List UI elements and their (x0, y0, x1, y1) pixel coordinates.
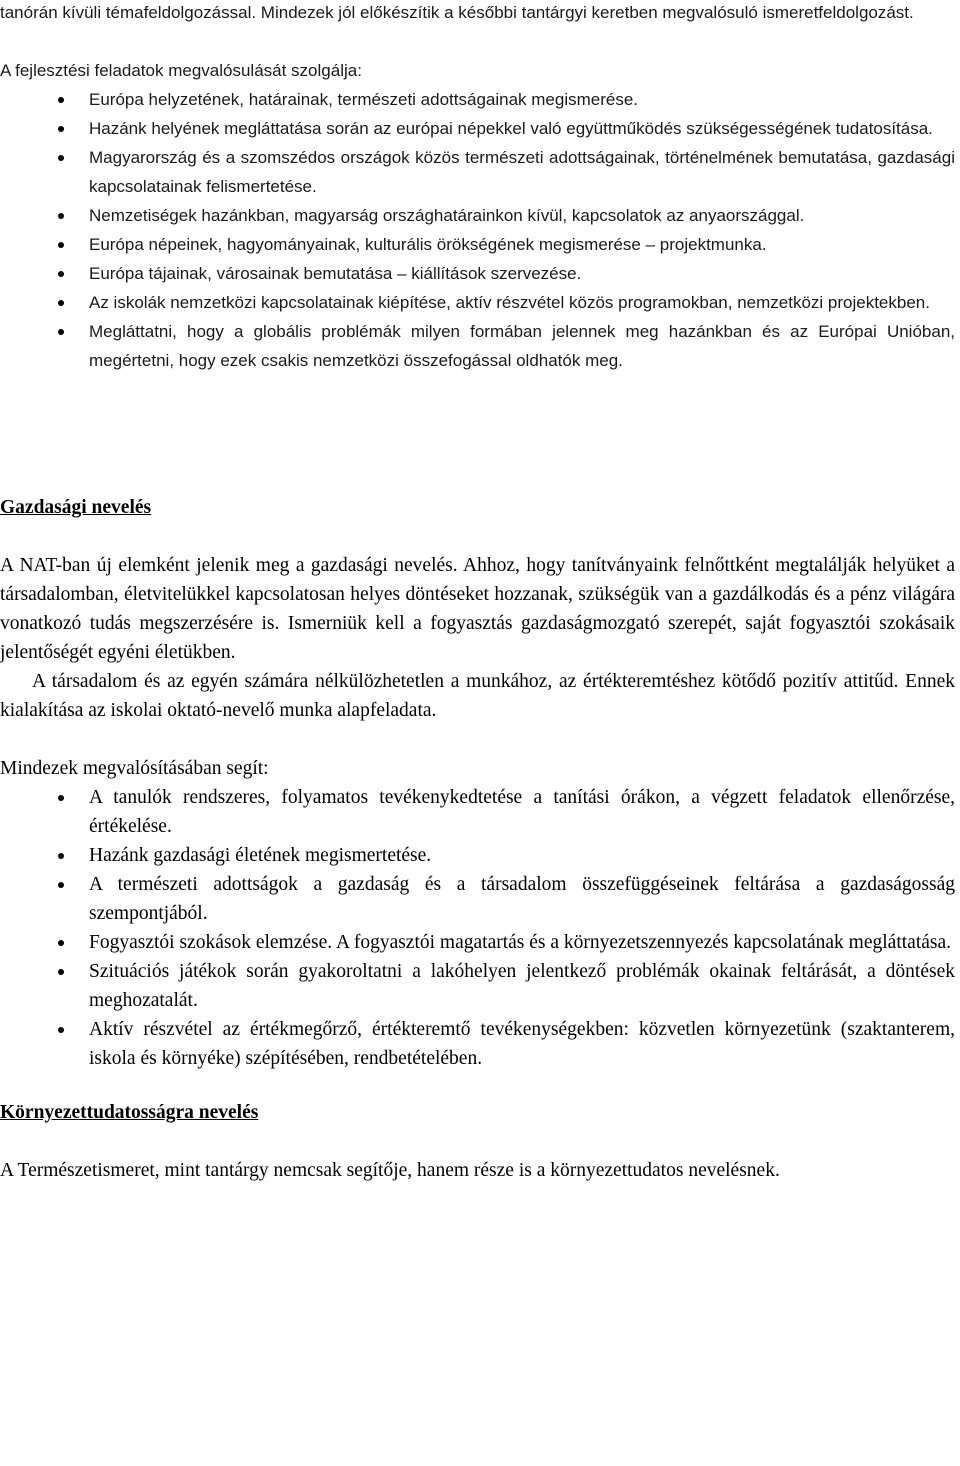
economic-lead: Mindezek megvalósításában segít: (0, 758, 269, 779)
economic-heading: Gazdasági nevelés (0, 497, 152, 518)
list-item: Magyarország és a szomszédos országok közös természeti adottságainak, történelmének bemutatása, gazdasági kapcsolatainak felismertetése. (0, 143, 955, 201)
list-item: A természeti adottságok a gazdaság és a társadalom összefüggéseinek feltárása a gazdaságosság szempontjából. (0, 870, 955, 928)
list-item: Európa népeinek, hagyományainak, kulturális örökségének megismerése – projektmunka. (0, 230, 955, 259)
list-item: Az iskolák nemzetközi kapcsolatainak kiépítése, aktív részvétel közös programokban, nemzetközi projektekben. (0, 288, 955, 317)
list-item: Aktív részvétel az értékmegőrző, értékteremtő tevékenységekben: közvetlen környezetünk (szaktanterem, iskola és környéke) szépítésében, rendbetételében. (0, 1015, 955, 1073)
list-item: Hazánk helyének megláttatása során az európai népekkel való együttműködés szükségességének tudatosítása. (0, 114, 955, 143)
economic-paragraph-1: A NAT-ban új elemként jelenik meg a gazdasági nevelés. Ahhoz, hogy tanítványaink felnőttként megtalálják helyüket a társadalomban, életvitelükkel kapcsolatosan helyes döntéseket hozzanak, szükségük van a gazdálkodás és a pénz világára vonatkozó tudás megszerzésére is. Ismerniük kell a fogyasztás gazdaságmozgató szerepét, saját fogyasztói szokásaik jelentőségét egyéni életükben. (0, 555, 955, 663)
environment-heading: Környezettudatosságra nevelés (0, 1102, 259, 1123)
list-item: A tanulók rendszeres, folyamatos tevékenykedtetése a tanítási órákon, a végzett feladatok ellenőrzése, értékelése. (0, 783, 955, 841)
economic-paragraph-2: A társadalom és az egyén számára nélkülözhetetlen a munkához, az értékteremtéshez kötődő pozitív attitűd. Ennek kialakítása az iskolai oktató-nevelő munka alapfeladata. (0, 671, 955, 721)
list-item: Szituációs játékok során gyakoroltatni a lakóhelyen jelentkező problémák okainak feltárását, a döntések meghozatalát. (0, 957, 955, 1015)
list-item: Fogyasztói szokások elemzése. A fogyasztói magatartás és a környezetszennyezés kapcsolatának megláttatása. (0, 928, 955, 957)
list-item: Megláttatni, hogy a globális problémák milyen formában jelennek meg hazánkban és az Európai Unióban, megértetni, hogy ezek csakis nemzetközi összefogással oldhatók meg. (0, 317, 955, 375)
intro-list (0, 85, 955, 375)
list-item: Európa helyzetének, határainak, természeti adottságainak megismerése. (0, 85, 955, 114)
intro-lead: A fejlesztési feladatok megvalósulását szolgálja: (0, 61, 362, 80)
list-item: Európa tájainak, városainak bemutatása – kiállítások szervezése. (0, 259, 955, 288)
environment-paragraph: A Természetismeret, mint tantárgy nemcsak segítője, hanem része is a környezettudatos nevelésnek. (0, 1160, 780, 1181)
intro-continuation: tanórán kívüli témafeldolgozással. Mindezek jól előkészítik a későbbi tantárgyi keretben megvalósuló ismeretfeldolgozást. (0, 3, 914, 22)
list-item: Hazánk gazdasági életének megismertetése. (0, 841, 955, 870)
list-item: Nemzetiségek hazánkban, magyarság országhatárainkon kívül, kapcsolatok az anyaországgal. (0, 201, 955, 230)
economic-list (0, 783, 955, 1073)
